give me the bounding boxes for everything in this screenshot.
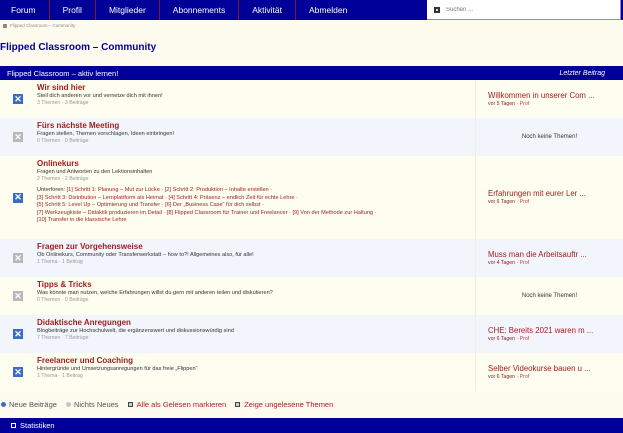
read-forum-icon: ✕ bbox=[14, 252, 22, 263]
forum-table bbox=[0, 66, 623, 391]
last-post-time: vor 6 Tagen bbox=[488, 335, 516, 342]
unread-forum-icon: ✕ bbox=[14, 93, 22, 104]
statistics-bar[interactable] bbox=[0, 418, 623, 433]
forum-title[interactable]: Fürs nächste Meeting bbox=[37, 121, 120, 130]
subforum-link[interactable]: [1] Schritt 1: Planung – Mut zur Lücke bbox=[66, 187, 160, 193]
forum-description: Blogbeiträge zur Hochschulwelt, die ergänzenswert und diskussionswürdig sind bbox=[37, 328, 234, 334]
meta-separator: · bbox=[515, 373, 520, 380]
show-unread-link[interactable] bbox=[235, 400, 333, 409]
forum-row-freelancer-coaching bbox=[0, 353, 623, 391]
forum-row-vorgehensweise bbox=[0, 239, 623, 277]
forum-legend bbox=[1, 400, 342, 409]
forum-stats: 1 Thema · 1 Beitrag bbox=[37, 373, 83, 379]
forum-row-tipps-tricks bbox=[0, 277, 623, 315]
subforum-link[interactable]: [7] Werkzeugkiste – Didaktik produzieren im Detail bbox=[37, 209, 162, 216]
forum-stats: 7 Themen · 7 Beiträge bbox=[37, 335, 89, 341]
read-forum-icon: ✕ bbox=[14, 290, 22, 301]
search-input[interactable] bbox=[446, 7, 596, 13]
forum-row-onlinekurs bbox=[0, 156, 623, 239]
last-post-link[interactable]: Selber Videokurse bauen u ... bbox=[488, 363, 591, 373]
subforum-link[interactable]: [8] Flipped Classroom für Trainer und Freelancer bbox=[166, 209, 288, 216]
forum-row-meeting bbox=[0, 118, 623, 156]
unread-forum-icon: ✕ bbox=[14, 192, 22, 202]
forum-title[interactable]: Freelancer und Coaching bbox=[37, 356, 134, 365]
last-post-link[interactable]: Muss man die Arbeitsauftr ... bbox=[488, 249, 587, 259]
subforum-link[interactable]: [3] Schritt 3: Distribution – Lernplattform als Heimat bbox=[37, 194, 164, 201]
forum-stats: 0 Themen · 0 Beiträge bbox=[37, 297, 89, 303]
nav-profil[interactable]: Profil bbox=[50, 0, 96, 20]
forum-description: Fragen und Antworten zu den Lektionsinhalten bbox=[37, 169, 153, 175]
nav-aktivitaet[interactable]: Aktivität bbox=[239, 0, 296, 20]
forum-category-header bbox=[0, 66, 623, 80]
subforum-list: Unterforen: [1] Schritt 1: Planung – Mut zur Lücke · [2] Schritt 2: Produktion – Inhalte erstellen · [3] Schritt 3: Distribution – Lernplattform als Heimat · [4] Schritt 4: Präsenz – endlich Zeit für echte Lehre · [5] Schritt 5: Level Up – Optimierung und Transfer · [6] Der „Business Case“ für dich selbst · [7] Werkzeugkiste – Didaktik produzieren im Detail · [8] Flipped Classroom für Trainer und Freelancer · [9] Von der Methode zur Haltung · [10] Transfer in die klassische Lehre bbox=[37, 187, 377, 223]
unread-forum-icon: ✕ bbox=[14, 366, 22, 377]
subforum-link[interactable]: [5] Schritt 5: Level Up – Optimierung und Transfer bbox=[37, 202, 161, 208]
forum-description: Hintergründe und Umsetzungsanregungen für das freie „Flippen“ bbox=[37, 366, 198, 372]
mark-read-icon bbox=[128, 402, 133, 407]
no-topics-text: Noch keine Themen! bbox=[521, 134, 578, 140]
last-post-time: vor 5 Tagen bbox=[488, 100, 516, 107]
last-post-time: vor 6 Tagen bbox=[488, 373, 516, 380]
nav-mitglieder[interactable]: Mitglieder bbox=[96, 0, 160, 20]
forum-description: Ob Onlinekurs, Community oder Transferwerkstatt – how to?! Allgemeines also, für alle! bbox=[37, 252, 254, 258]
show-unread-label[interactable]: Zeige ungelesene Themen bbox=[244, 400, 334, 409]
forum-description: Was könnte man nutzen, welche Erfahrungen willst du gern mit anderen teilen und diskutieren? bbox=[37, 290, 273, 296]
forum-description: Fragen stellen, Themen vorschlagen, Ideen einbringen! bbox=[37, 131, 175, 137]
forum-description: Stell dich anderen vor und vernetze dich mit ihnen! bbox=[37, 93, 163, 99]
meta-separator: · bbox=[515, 259, 520, 266]
last-post-author[interactable]: Prof bbox=[519, 199, 530, 205]
breadcrumb-link[interactable]: Flipped Classroom – Community bbox=[10, 23, 76, 28]
mark-all-read-link[interactable] bbox=[128, 400, 227, 409]
forum-stats: 2 Themen · 2 Beiträge bbox=[37, 176, 89, 182]
last-post-cell bbox=[475, 353, 623, 391]
last-post-cell bbox=[475, 118, 623, 156]
forum-row-wir-sind-hier bbox=[0, 80, 623, 118]
forum-stats: 1 Thema · 1 Beitrag bbox=[37, 259, 83, 265]
unread-topics-icon bbox=[235, 402, 240, 407]
forum-stats: 3 Themen · 3 Beiträge bbox=[37, 100, 89, 106]
last-post-cell bbox=[475, 315, 623, 353]
subforum-link[interactable]: [6] Der „Business Case“ für dich selbst bbox=[165, 202, 261, 208]
meta-separator: · bbox=[515, 199, 520, 205]
breadcrumb bbox=[3, 23, 75, 28]
meta-separator: · bbox=[515, 100, 520, 107]
subforums-label: Unterforen: bbox=[37, 187, 65, 193]
last-post-author[interactable]: Prof bbox=[519, 373, 530, 380]
subforum-link[interactable]: [9] Von der Methode zur Haltung bbox=[292, 209, 374, 216]
forum-title[interactable]: Didaktische Anregungen bbox=[37, 318, 131, 327]
nav-abmelden[interactable]: Abmelden bbox=[309, 5, 348, 15]
legend-no-news bbox=[66, 400, 119, 409]
forum-title[interactable]: Wir sind hier bbox=[37, 83, 86, 92]
subforum-link[interactable]: [4] Schritt 4: Präsenz – endlich Zeit für echte Lehre bbox=[168, 194, 295, 201]
nav-abonnements[interactable]: Abonnements bbox=[160, 0, 239, 20]
meta-separator: · bbox=[515, 335, 520, 342]
last-post-link[interactable]: Erfahrungen mit eurer Ler ... bbox=[488, 189, 586, 198]
subforum-link[interactable]: [10] Transfer in die klassische Lehre bbox=[37, 217, 127, 223]
page-title: Flipped Classroom – Community bbox=[0, 42, 157, 53]
mark-all-read-label[interactable]: Alle als Gelesen markieren bbox=[136, 400, 227, 409]
search-box[interactable] bbox=[427, 0, 621, 20]
legend-new-posts-label: Neue Beiträge bbox=[9, 400, 57, 409]
last-post-author[interactable]: Prof bbox=[519, 335, 530, 342]
forum-title[interactable]: Tipps & Tricks bbox=[37, 280, 92, 289]
subforum-link[interactable]: [2] Schritt 2: Produktion – Inhalte erstellen bbox=[164, 187, 269, 193]
last-post-column-header: Letzter Beitrag bbox=[559, 69, 605, 77]
new-posts-dot-icon bbox=[1, 402, 6, 407]
forum-row-didaktische-anregungen bbox=[0, 315, 623, 353]
unread-forum-icon: ✕ bbox=[14, 328, 22, 339]
legend-no-news-label: Nichts Neues bbox=[73, 400, 119, 409]
forum-title[interactable]: Onlinekurs bbox=[37, 159, 79, 168]
no-news-dot-icon bbox=[66, 402, 71, 407]
statistics-label[interactable]: Statistiken bbox=[20, 421, 55, 430]
nav-forum[interactable]: Forum bbox=[0, 0, 50, 20]
last-post-cell bbox=[475, 156, 623, 239]
last-post-time: vor 6 Tagen bbox=[488, 199, 516, 205]
legend-new-posts bbox=[1, 400, 57, 409]
search-icon bbox=[434, 7, 440, 13]
last-post-link[interactable]: Willkommen in unserer Com ... bbox=[488, 90, 595, 100]
last-post-link[interactable]: CHE: Bereits 2021 waren m ... bbox=[488, 325, 594, 335]
no-topics-text: Noch keine Themen! bbox=[521, 293, 578, 299]
home-icon bbox=[3, 24, 7, 28]
last-post-cell bbox=[475, 80, 623, 118]
last-post-cell bbox=[475, 277, 623, 315]
statistics-icon bbox=[11, 423, 16, 428]
last-post-author[interactable]: Prof bbox=[519, 259, 530, 266]
forum-title[interactable]: Fragen zur Vorgehensweise bbox=[37, 242, 143, 251]
read-forum-icon: ✕ bbox=[14, 131, 22, 142]
last-post-author[interactable]: Prof bbox=[519, 100, 530, 107]
last-post-time: vor 4 Tagen bbox=[488, 259, 516, 266]
category-title[interactable]: Flipped Classroom – aktiv lernen! bbox=[7, 68, 119, 78]
forum-stats: 0 Themen · 0 Beiträge bbox=[37, 138, 89, 144]
last-post-cell bbox=[475, 239, 623, 277]
